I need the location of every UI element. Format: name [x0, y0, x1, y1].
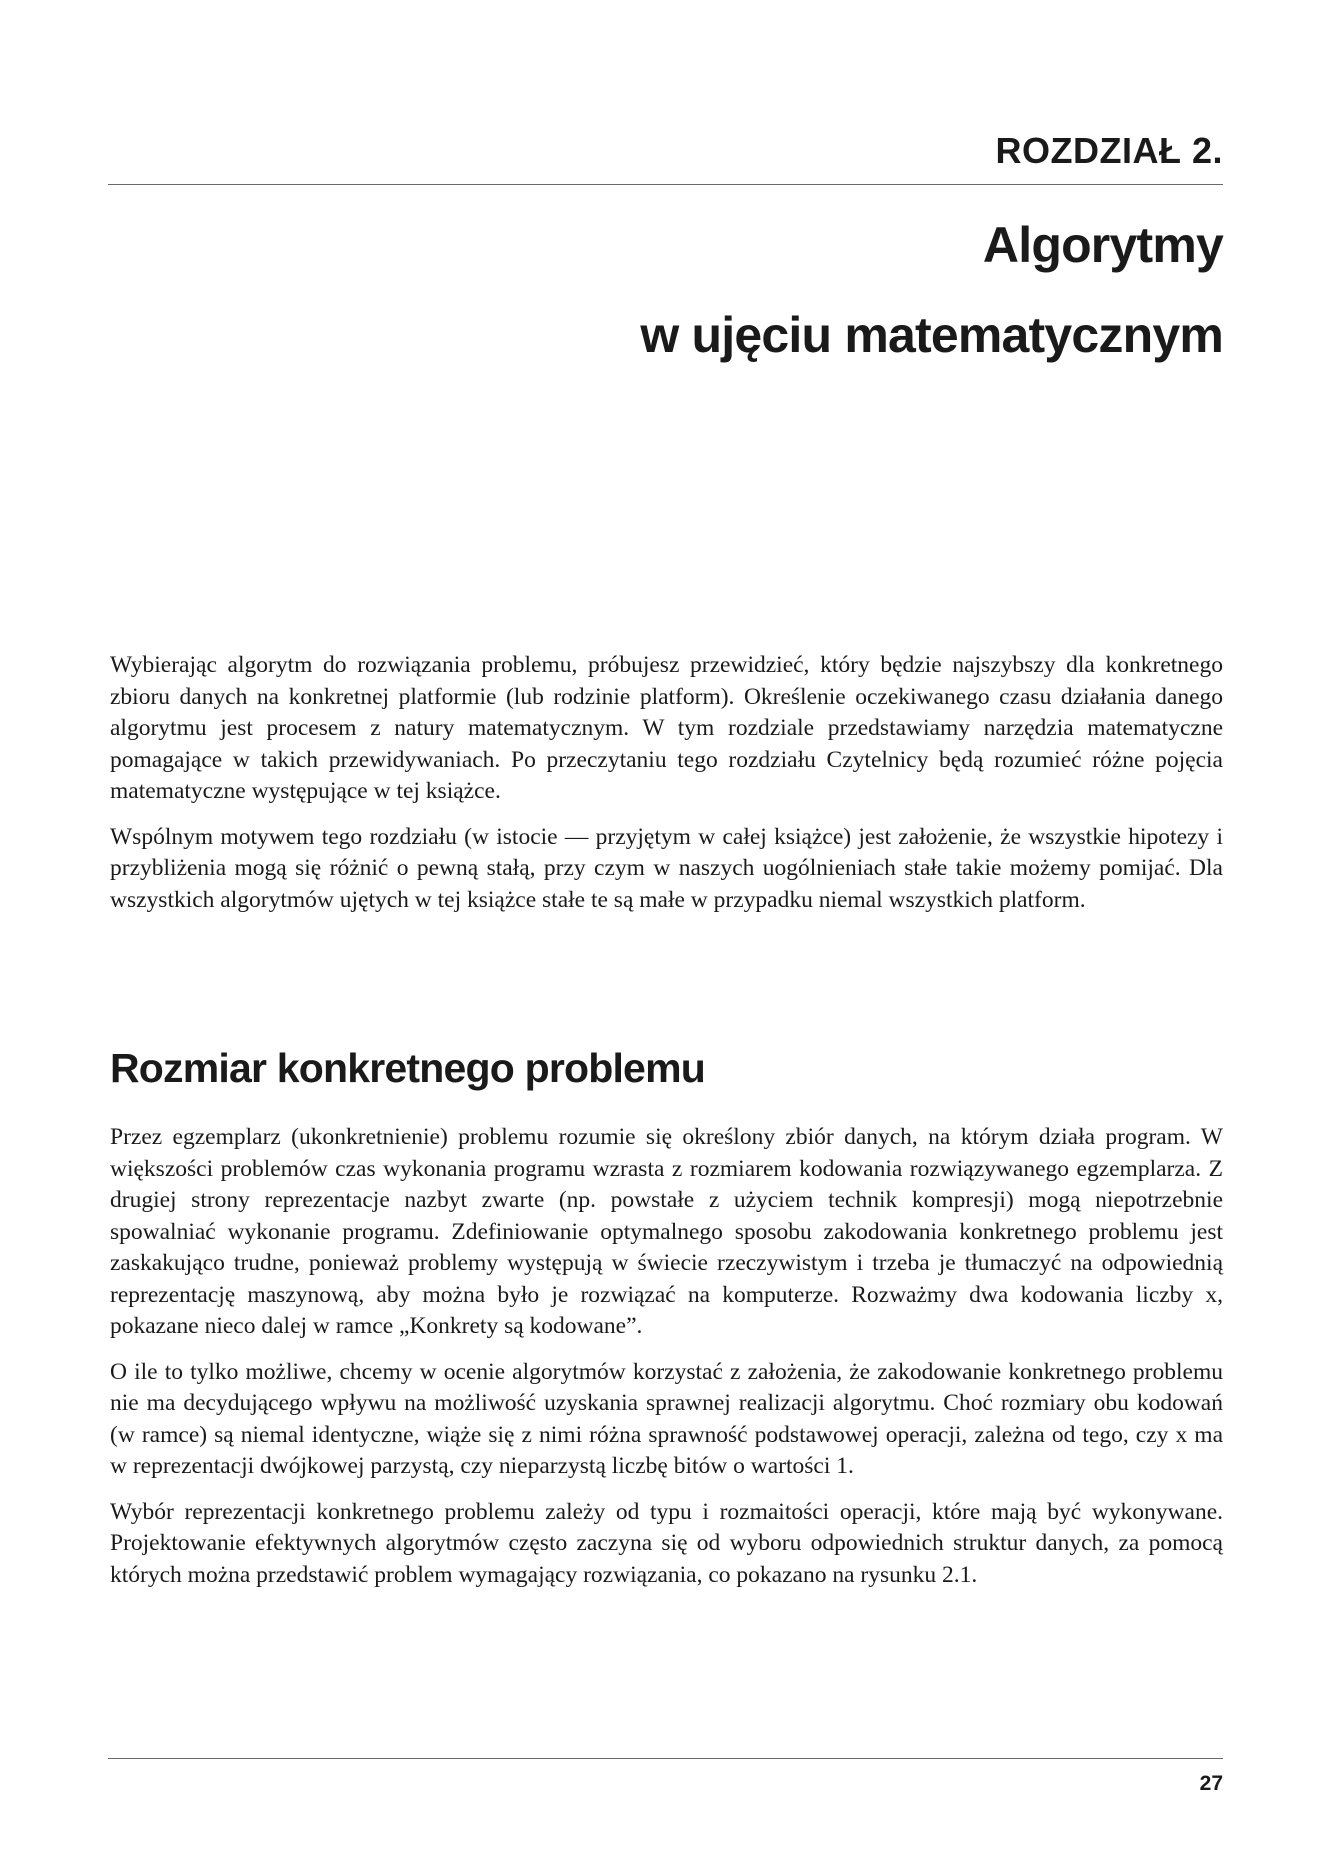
- section-heading: Rozmiar konkretnego problemu: [110, 1045, 705, 1091]
- chapter-label: ROZDZIAŁ 2.: [995, 130, 1223, 171]
- section-paragraph-2: O ile to tylko możliwe, chcemy w ocenie algorytmów korzystać z założenia, że zakodowanie konkretnego problemu nie ma decydującego wpływu na możliwość uzyskania sprawnej realizacji algorytmu. Choć rozmiary obu kodowań (w ramce) są niemal identyczne, wiąże się z nimi różna sprawność podstawowej operacji, zależna od tego, czy x ma w reprezentacji dwójkowej parzystą, czy nieparzystą liczbę bitów o wartości 1.: [110, 1358, 1223, 1479]
- section-paragraph-3: Wybór reprezentacji konkretnego problemu zależy od typu i rozmaitości operacji, które mają być wykonywane. Projektowanie efektywnych algorytmów często zaczyna się od wyboru odpowiednich struktur danych, za pomocą których można przedstawić problem wymagający rozwiązania, co pokazano na rysunku 2.1.: [110, 1498, 1223, 1588]
- header-rule: [108, 184, 1223, 185]
- section-text: [110, 1122, 1223, 1591]
- intro-text: [110, 650, 1223, 916]
- intro-paragraph-2: Wspólnym motywem tego rozdziału (w istocie — przyjętym w całej książce) jest założenie, że wszystkie hipotezy i przybliżenia mogą się różnić o pewną stałą, przy czym w naszych uogólnieniach stałe takie możemy pomijać. Dla wszystkich algorytmów ujętych w tej książce stałe te są małe w przypadku niemal wszystkich platform.: [110, 823, 1223, 913]
- chapter-title: [640, 200, 1223, 380]
- chapter-title-line-2: w ujęciu matematycznym: [640, 307, 1223, 363]
- section-paragraph-1: Przez egzemplarz (ukonkretnienie) problemu rozumie się określony zbiór danych, na którym działa program. W większości problemów czas wykonania programu wzrasta z rozmiarem kodowania rozwiązywanego egzemplarza. Z drugiej strony reprezentacje nazbyt zwarte (np. powstałe z użyciem technik kompresji) mogą niepotrzebnie spowalniać wykonanie programu. Zdefiniowanie optymalnego sposobu zakodowania konkretnego problemu jest zaskakująco trudne, ponieważ problemy występują w świecie rzeczywistym i trzeba je tłumaczyć na odpowiednią reprezentację maszynową, aby można było je rozwiązać na komputerze. Rozważmy dwa kodowania liczby x, pokazane nieco dalej w ramce „Konkrety są kodowane”.: [110, 1124, 1223, 1339]
- intro-paragraph-1: Wybierając algorytm do rozwiązania problemu, próbujesz przewidzieć, który będzie najszybszy dla konkretnego zbioru danych na konkretnej platformie (lub rodzinie platform). Określenie oczekiwanego czasu działania danego algorytmu jest procesem z natury matematycznym. W tym rozdziale przedstawiamy narzędzia matematyczne pomagające w takich przewidywaniach. Po przeczytaniu tego rozdziału Czytelnicy będą rozumieć różne pojęcia matematyczne występujące w tej książce.: [110, 652, 1223, 804]
- chapter-title-line-1: Algorytmy: [982, 217, 1223, 273]
- page-number: 27: [1199, 1772, 1223, 1795]
- footer-rule: [108, 1758, 1223, 1759]
